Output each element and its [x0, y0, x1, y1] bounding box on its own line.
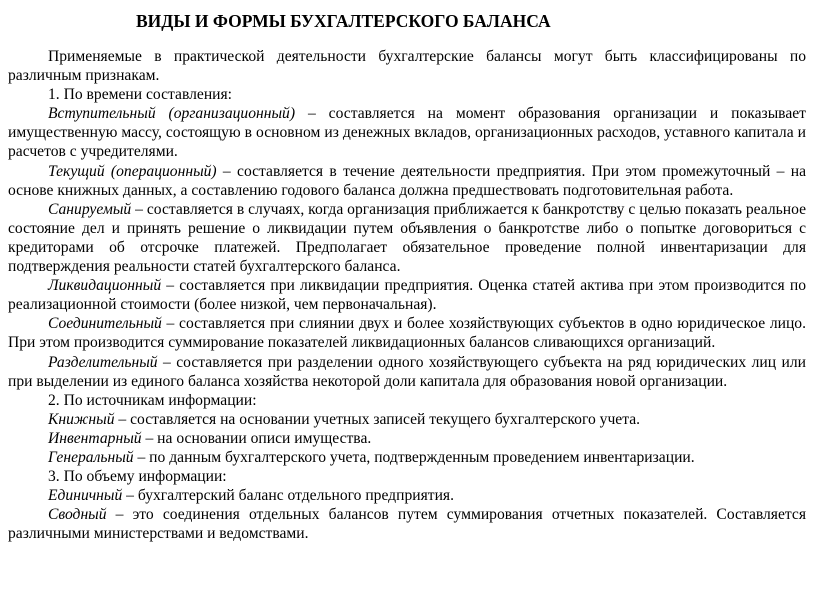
definition: – составляется при разделении одного хозяйствующего субъекта на ряд юридических лиц или при выделении из единого баланса хозяйства некоторой доли капитала для образования новой организации. — [8, 353, 806, 390]
list-item — [8, 276, 806, 314]
section-heading-volume: 3. По объему информации: — [48, 468, 227, 486]
definition: – это соединения отдельных балансов путем суммирования отчетных показателей. Составляется различными министерствами и ведомствами. — [8, 506, 806, 543]
list-item — [8, 353, 806, 391]
term: Инвентарный — [48, 429, 142, 447]
list-item — [8, 314, 806, 352]
term: Разделительный — [48, 353, 158, 371]
list-item — [8, 486, 806, 505]
definition: – на основании описи имущества. — [141, 429, 372, 447]
term: Текущий (операционный) — [48, 162, 217, 180]
definition: – составляется при слиянии двух и более хозяйствующих субъектов в одно юридическое лицо. При этом производится суммирование показателей ликвидационных балансов сливающихся организаций. — [8, 315, 806, 352]
definition: – составляется на момент образования организации и показывает имущественную массу, состоящую в основном из денежных вкладов, организационных расходов, уставного капитала и расчетов с учредителями. — [8, 105, 806, 161]
list-item — [8, 410, 806, 429]
definition: – составляется в случаях, когда организация приближается к банкротству с целью показать реальное состояние дел и принять решение о ликвидации путем объявления о банкротстве либо о попытке договориться с кредиторами об отсрочке платежей. Предполагает обязательное проведение полной инвентаризации для подтверждения реальности статей бухгалтерского баланса. — [8, 200, 806, 276]
definition: – составляется в течение деятельности предприятия. При этом промежуточный – на основе книжных данных, а составлению годового баланса должна предшествовать подготовительная работа. — [8, 162, 806, 199]
definition: – составляется на основании учетных записей текущего бухгалтерского учета. — [114, 410, 641, 428]
term: Соединительный — [48, 315, 162, 333]
term: Вступительный (организационный) — [48, 105, 296, 123]
list-item — [8, 429, 806, 448]
list-item — [8, 505, 806, 543]
term: Сводный — [48, 506, 107, 524]
document-title: ВИДЫ И ФОРМЫ БУХГАЛТЕРСКОГО БАЛАНСА — [136, 11, 551, 31]
intro-paragraph: Применяемые в практической деятельности бухгалтерские балансы могут быть классифицированы по различным признакам. — [8, 48, 806, 85]
definition: – по данным бухгалтерского учета, подтвержденным проведением инвентаризации. — [133, 448, 695, 466]
list-item — [8, 448, 806, 467]
section-heading-time: 1. По времени составления: — [48, 86, 233, 104]
definition: – бухгалтерский баланс отдельного предприятия. — [122, 487, 454, 505]
document-body — [8, 47, 806, 543]
document-page — [8, 10, 806, 543]
term: Санируемый — [48, 200, 132, 218]
term: Единичный — [48, 487, 123, 505]
list-item — [8, 104, 806, 161]
definition: – составляется при ликвидации предприятия. Оценка статей актива при этом производится по реализационной стоимости (более низкой, чем первоначальная). — [8, 277, 806, 314]
term: Генеральный — [48, 448, 134, 466]
section-heading-source: 2. По источникам информации: — [48, 391, 257, 409]
term: Книжный — [48, 410, 115, 428]
term: Ликвидационный — [48, 277, 162, 295]
list-item — [8, 162, 806, 200]
list-item — [8, 200, 806, 276]
